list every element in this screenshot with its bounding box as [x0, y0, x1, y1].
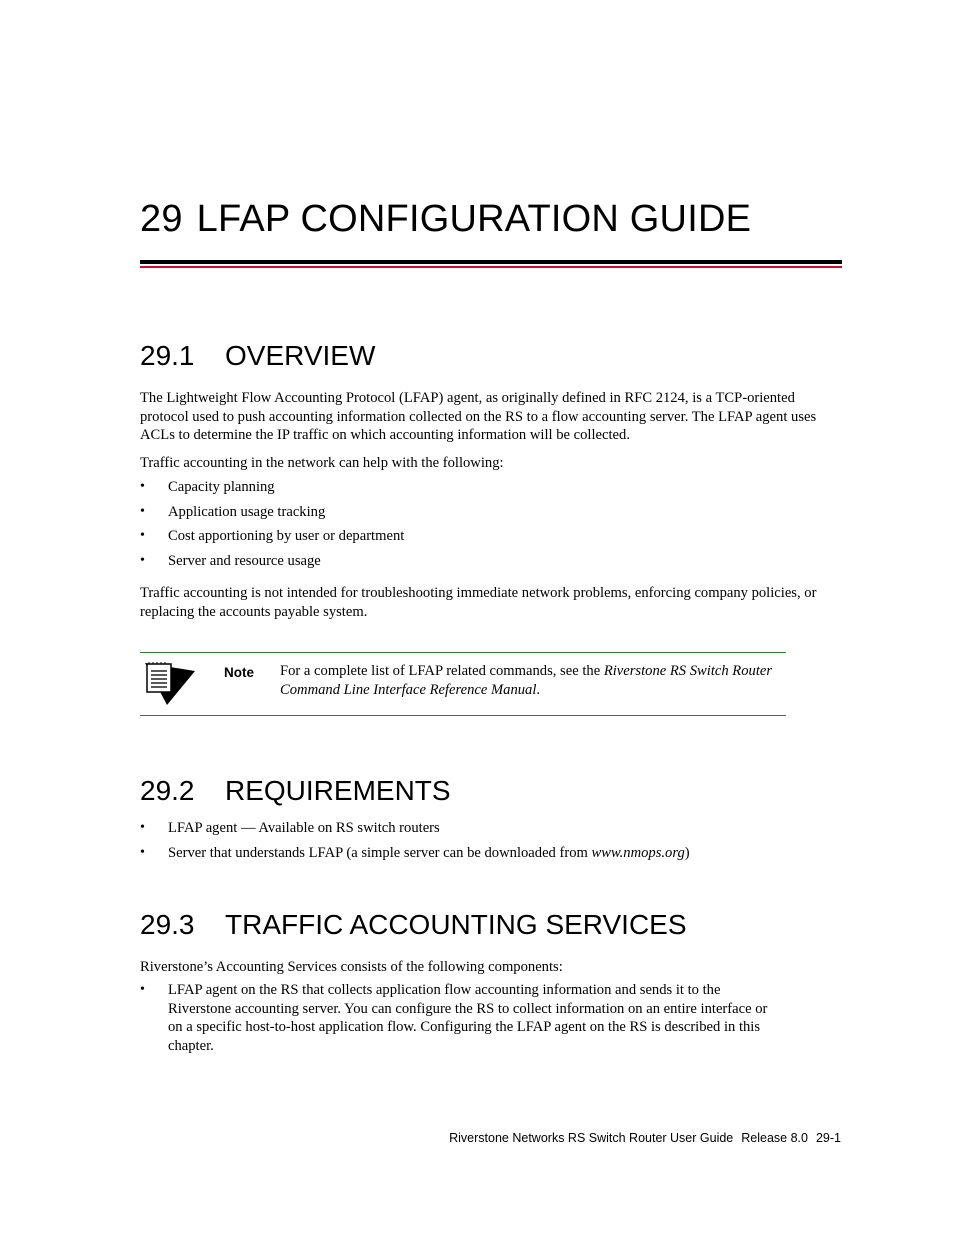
page-footer [449, 1131, 841, 1145]
list-item [140, 552, 845, 571]
overview-bullet-list [140, 478, 845, 576]
chapter-number: 29 [140, 198, 183, 240]
chapter-title-text: LFAP CONFIGURATION GUIDE [196, 198, 752, 240]
list-item [140, 527, 845, 546]
nmops-link[interactable]: www.nmops.org [591, 844, 685, 861]
overview-paragraph-1: The Lightweight Flow Accounting Protocol (LFAP) agent, as originally defined in RFC 2124, is a TCP-oriented protocol used to push accounting information collected on the RS to a flow accounting server. The LFAP agent uses ACLs to determine the IP traffic on which accounting information will be collected. [140, 390, 817, 444]
chapter-title [140, 198, 751, 241]
list-item-text: Capacity planning [168, 479, 275, 495]
section-heading-overview [140, 340, 375, 372]
list-item-text: Application usage tracking [168, 503, 326, 520]
list-item-text: Server and resource usage [168, 552, 321, 569]
bullet-icon: • [140, 552, 145, 568]
traffic-paragraph-1: Riverstone’s Accounting Services consists of the following components: [140, 959, 563, 975]
bullet-icon: • [140, 982, 145, 997]
list-item [140, 478, 845, 497]
section-number: 29.1 [140, 340, 195, 371]
note-label: Note [224, 665, 254, 680]
list-item-text: LFAP agent on the RS that collects application flow accounting information and sends it to the Riverstone accounting server. You can configure the RS to collect information on an entire interface or on a specific host-to-host application flow. Configuring the LFAP agent on the RS is described in this chapter. [168, 982, 768, 1054]
footer-guide-title: Riverstone Networks RS Switch Router User Guide [449, 1131, 734, 1145]
section-title: TRAFFIC ACCOUNTING SERVICES [225, 909, 687, 940]
footer-release: Release 8.0 [741, 1131, 808, 1145]
section-title: OVERVIEW [225, 340, 376, 371]
bullet-icon: • [140, 844, 145, 860]
list-item-text: Cost apportioning by user or department [168, 528, 405, 545]
section-number: 29.3 [140, 909, 195, 940]
section-number: 29.2 [140, 775, 195, 806]
bullet-icon: • [140, 820, 145, 835]
manual-title: Riverstone RS Switch Router Command Line Interface Reference Manual [280, 663, 773, 698]
section-heading-requirements [140, 775, 451, 807]
requirements-bullet-list [140, 819, 845, 868]
bullet-icon: • [140, 528, 145, 544]
note-pad-icon [143, 661, 197, 707]
footer-page-number: 29-1 [815, 1131, 841, 1145]
list-item [140, 819, 845, 838]
note-box [140, 652, 786, 716]
chapter-rule-black [140, 260, 842, 264]
list-item [140, 503, 845, 522]
list-item [140, 981, 780, 1055]
chapter-rule-red [140, 266, 842, 268]
traffic-bullet-list [140, 981, 780, 1061]
section-heading-traffic-accounting [140, 909, 687, 941]
note-text: For a complete list of LFAP related commands, see the Riverstone RS Switch Router Command Line Interface Reference Manual. [280, 663, 773, 698]
list-item-text: LFAP agent — Available on RS switch routers [168, 820, 440, 836]
section-title: REQUIREMENTS [225, 775, 451, 806]
overview-paragraph-3: Traffic accounting is not intended for troubleshooting immediate network problems, enforcing company policies, or replacing the accounts payable system. [140, 585, 817, 620]
list-item: • Server that understands LFAP (a simple server can be downloaded from www.nmops.org) [140, 844, 690, 861]
bullet-icon: • [140, 503, 145, 519]
bullet-icon: • [140, 479, 145, 494]
overview-paragraph-2: Traffic accounting in the network can help with the following: [140, 455, 504, 471]
